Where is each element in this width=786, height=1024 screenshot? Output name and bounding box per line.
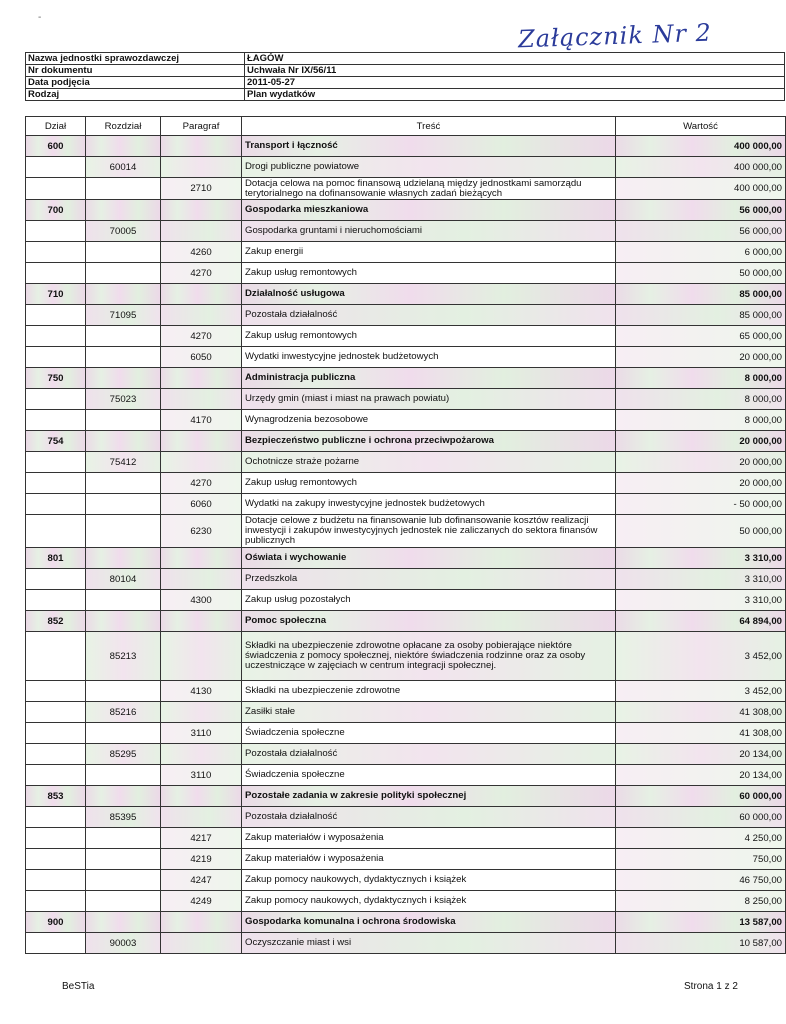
cell-rozdzial [86, 200, 161, 221]
cell-wartosc: 20 000,00 [616, 347, 786, 368]
cell-paragraf [161, 632, 242, 681]
cell-tresc: Pozostała działalność [242, 305, 616, 326]
cell-tresc: Zakup materiałów i wyposażenia [242, 828, 616, 849]
cell-rozdzial: 85295 [86, 744, 161, 765]
cell-dzial [26, 590, 86, 611]
cell-wartosc: 85 000,00 [616, 284, 786, 305]
cell-wartosc: 20 000,00 [616, 473, 786, 494]
cell-tresc: Gospodarka gruntami i nieruchomościami [242, 221, 616, 242]
chapter-row [26, 632, 786, 681]
paragraph-row [26, 473, 786, 494]
cell-rozdzial: 70005 [86, 221, 161, 242]
cell-rozdzial [86, 590, 161, 611]
cell-dzial [26, 494, 86, 515]
metadata-value: ŁAGÓW [245, 53, 785, 65]
section-row [26, 136, 786, 157]
paragraph-row [26, 891, 786, 912]
chapter-row [26, 221, 786, 242]
cell-paragraf: 4249 [161, 891, 242, 912]
cell-paragraf: 3110 [161, 723, 242, 744]
paragraph-row [26, 515, 786, 548]
cell-dzial [26, 473, 86, 494]
cell-tresc: Bezpieczeństwo publiczne i ochrona przeciwpożarowa [242, 431, 616, 452]
metadata-value: 2011-05-27 [245, 77, 785, 89]
cell-paragraf: 4219 [161, 849, 242, 870]
paragraph-row [26, 681, 786, 702]
cell-paragraf [161, 284, 242, 305]
cell-tresc: Zakup usług remontowych [242, 263, 616, 284]
cell-wartosc: 3 452,00 [616, 681, 786, 702]
cell-tresc: Składki na ubezpieczenie zdrowotne opłacane za osoby pobierające niektóre świadczenia z pomocy społecznej, niektóre świadczenia rodzinne oraz za osoby uczestniczące w zajęciach w centrum integracji społecznej. [242, 632, 616, 681]
metadata-row [26, 89, 785, 101]
cell-dzial [26, 326, 86, 347]
cell-tresc: Zakup usług remontowych [242, 473, 616, 494]
cell-tresc: Zakup usług remontowych [242, 326, 616, 347]
cell-rozdzial: 60014 [86, 157, 161, 178]
cell-tresc: Świadczenia społeczne [242, 723, 616, 744]
cell-tresc: Zakup materiałów i wyposażenia [242, 849, 616, 870]
cell-tresc: Świadczenia społeczne [242, 765, 616, 786]
cell-paragraf [161, 305, 242, 326]
header-rozdzial: Rozdział [86, 117, 161, 136]
cell-wartosc: 56 000,00 [616, 221, 786, 242]
cell-wartosc: 20 134,00 [616, 765, 786, 786]
paragraph-row [26, 828, 786, 849]
cell-tresc: Zakup pomocy naukowych, dydaktycznych i książek [242, 870, 616, 891]
cell-wartosc: 41 308,00 [616, 723, 786, 744]
cell-paragraf [161, 136, 242, 157]
chapter-row [26, 933, 786, 954]
cell-paragraf: 4300 [161, 590, 242, 611]
paragraph-row [26, 494, 786, 515]
cell-rozdzial [86, 786, 161, 807]
section-row [26, 548, 786, 569]
cell-tresc: Wydatki inwestycyjne jednostek budżetowych [242, 347, 616, 368]
cell-tresc: Pozostała działalność [242, 744, 616, 765]
cell-wartosc: 65 000,00 [616, 326, 786, 347]
cell-dzial [26, 807, 86, 828]
cell-dzial [26, 305, 86, 326]
cell-tresc: Urzędy gmin (miast i miast na prawach powiatu) [242, 389, 616, 410]
cell-wartosc: 8 000,00 [616, 368, 786, 389]
document-metadata-table [25, 52, 785, 101]
paragraph-row [26, 849, 786, 870]
metadata-label: Data podjęcia [26, 77, 245, 89]
chapter-row [26, 569, 786, 590]
cell-tresc: Pomoc społeczna [242, 611, 616, 632]
cell-dzial [26, 681, 86, 702]
cell-tresc: Pozostała działalność [242, 807, 616, 828]
cell-dzial [26, 263, 86, 284]
cell-rozdzial [86, 723, 161, 744]
cell-dzial: 900 [26, 912, 86, 933]
cell-rozdzial [86, 473, 161, 494]
section-row [26, 786, 786, 807]
paragraph-row [26, 242, 786, 263]
metadata-label: Nr dokumentu [26, 65, 245, 77]
chapter-row [26, 305, 786, 326]
metadata-label: Nazwa jednostki sprawozdawczej [26, 53, 245, 65]
cell-wartosc: 60 000,00 [616, 807, 786, 828]
cell-paragraf: 4247 [161, 870, 242, 891]
paragraph-row [26, 410, 786, 431]
paragraph-row [26, 263, 786, 284]
cell-paragraf [161, 200, 242, 221]
cell-dzial [26, 891, 86, 912]
cell-wartosc: 750,00 [616, 849, 786, 870]
cell-rozdzial: 75412 [86, 452, 161, 473]
cell-paragraf [161, 744, 242, 765]
cell-tresc: Ochotnicze straże pożarne [242, 452, 616, 473]
paragraph-row [26, 590, 786, 611]
chapter-row [26, 807, 786, 828]
cell-wartosc: - 50 000,00 [616, 494, 786, 515]
cell-tresc: Wynagrodzenia bezosobowe [242, 410, 616, 431]
cell-rozdzial [86, 136, 161, 157]
cell-paragraf: 4270 [161, 326, 242, 347]
cell-paragraf: 6230 [161, 515, 242, 548]
cell-rozdzial [86, 284, 161, 305]
cell-rozdzial [86, 263, 161, 284]
cell-wartosc: 10 587,00 [616, 933, 786, 954]
paragraph-row [26, 326, 786, 347]
corner-mark: - [38, 12, 42, 23]
cell-paragraf [161, 569, 242, 590]
paragraph-row [26, 870, 786, 891]
cell-rozdzial: 80104 [86, 569, 161, 590]
cell-wartosc: 20 000,00 [616, 431, 786, 452]
header-paragraf: Paragraf [161, 117, 242, 136]
cell-paragraf [161, 452, 242, 473]
cell-tresc: Dotacje celowe z budżetu na finansowanie lub dofinansowanie kosztów realizacji inwestycji i zakupów inwestycyjnych jednostek nie zaliczanych do sektora finansów publicznych [242, 515, 616, 548]
cell-dzial [26, 765, 86, 786]
cell-dzial [26, 452, 86, 473]
cell-paragraf: 6050 [161, 347, 242, 368]
metadata-value: Plan wydatków [245, 89, 785, 101]
cell-rozdzial [86, 494, 161, 515]
cell-dzial [26, 744, 86, 765]
cell-dzial [26, 870, 86, 891]
section-row [26, 912, 786, 933]
cell-dzial [26, 242, 86, 263]
cell-rozdzial [86, 347, 161, 368]
paragraph-row [26, 347, 786, 368]
cell-tresc: Zasiłki stałe [242, 702, 616, 723]
header-wartosc: Wartość [616, 117, 786, 136]
cell-paragraf [161, 702, 242, 723]
cell-tresc: Wydatki na zakupy inwestycyjne jednostek budżetowych [242, 494, 616, 515]
section-row [26, 284, 786, 305]
cell-wartosc: 3 310,00 [616, 569, 786, 590]
cell-rozdzial [86, 849, 161, 870]
paragraph-row [26, 765, 786, 786]
cell-rozdzial [86, 515, 161, 548]
cell-rozdzial [86, 765, 161, 786]
cell-wartosc: 64 894,00 [616, 611, 786, 632]
cell-paragraf [161, 807, 242, 828]
paragraph-row [26, 723, 786, 744]
handwritten-annotation: Załącznik Nr 2 [517, 18, 713, 54]
footer-software-name: BeSTia [62, 981, 95, 992]
cell-rozdzial: 90003 [86, 933, 161, 954]
cell-tresc: Gospodarka mieszkaniowa [242, 200, 616, 221]
section-row [26, 431, 786, 452]
metadata-label: Rodzaj [26, 89, 245, 101]
chapter-row [26, 157, 786, 178]
cell-rozdzial [86, 368, 161, 389]
cell-dzial [26, 828, 86, 849]
cell-dzial [26, 157, 86, 178]
cell-paragraf [161, 221, 242, 242]
cell-dzial [26, 410, 86, 431]
cell-rozdzial: 71095 [86, 305, 161, 326]
cell-wartosc: 8 000,00 [616, 410, 786, 431]
cell-wartosc: 46 750,00 [616, 870, 786, 891]
cell-tresc: Zakup pomocy naukowych, dydaktycznych i książek [242, 891, 616, 912]
header-dzial: Dział [26, 117, 86, 136]
section-row [26, 611, 786, 632]
cell-paragraf: 3110 [161, 765, 242, 786]
cell-wartosc: 13 587,00 [616, 912, 786, 933]
cell-tresc: Oświata i wychowanie [242, 548, 616, 569]
cell-tresc: Pozostałe zadania w zakresie polityki społecznej [242, 786, 616, 807]
cell-dzial: 852 [26, 611, 86, 632]
cell-dzial [26, 178, 86, 200]
cell-rozdzial: 75023 [86, 389, 161, 410]
cell-tresc: Drogi publiczne powiatowe [242, 157, 616, 178]
cell-wartosc: 6 000,00 [616, 242, 786, 263]
cell-rozdzial [86, 410, 161, 431]
cell-dzial: 750 [26, 368, 86, 389]
cell-dzial: 801 [26, 548, 86, 569]
cell-wartosc: 400 000,00 [616, 178, 786, 200]
cell-paragraf [161, 786, 242, 807]
metadata-row [26, 53, 785, 65]
cell-paragraf [161, 611, 242, 632]
cell-wartosc: 3 310,00 [616, 590, 786, 611]
cell-wartosc: 3 310,00 [616, 548, 786, 569]
cell-rozdzial [86, 912, 161, 933]
chapter-row [26, 702, 786, 723]
cell-rozdzial [86, 548, 161, 569]
chapter-row [26, 389, 786, 410]
cell-dzial [26, 347, 86, 368]
cell-tresc: Gospodarka komunalna i ochrona środowiska [242, 912, 616, 933]
chapter-row [26, 744, 786, 765]
cell-wartosc: 20 000,00 [616, 452, 786, 473]
cell-dzial [26, 702, 86, 723]
cell-wartosc: 400 000,00 [616, 136, 786, 157]
header-tresc: Treść [242, 117, 616, 136]
cell-dzial: 600 [26, 136, 86, 157]
cell-rozdzial [86, 611, 161, 632]
chapter-row [26, 452, 786, 473]
cell-paragraf [161, 368, 242, 389]
cell-rozdzial [86, 242, 161, 263]
cell-tresc: Administracja publiczna [242, 368, 616, 389]
cell-dzial: 710 [26, 284, 86, 305]
cell-wartosc: 50 000,00 [616, 263, 786, 284]
cell-paragraf: 6060 [161, 494, 242, 515]
cell-dzial: 700 [26, 200, 86, 221]
cell-wartosc: 60 000,00 [616, 786, 786, 807]
cell-wartosc: 41 308,00 [616, 702, 786, 723]
cell-dzial [26, 849, 86, 870]
cell-paragraf [161, 912, 242, 933]
paragraph-row [26, 178, 786, 200]
cell-paragraf [161, 431, 242, 452]
expense-plan-table [25, 116, 786, 954]
cell-tresc: Przedszkola [242, 569, 616, 590]
table-header-row [26, 117, 786, 136]
cell-paragraf: 4260 [161, 242, 242, 263]
cell-wartosc: 3 452,00 [616, 632, 786, 681]
cell-paragraf [161, 933, 242, 954]
cell-rozdzial [86, 326, 161, 347]
metadata-value: Uchwała Nr IX/56/11 [245, 65, 785, 77]
cell-paragraf: 4217 [161, 828, 242, 849]
metadata-row [26, 77, 785, 89]
cell-paragraf: 4170 [161, 410, 242, 431]
cell-wartosc: 85 000,00 [616, 305, 786, 326]
section-row [26, 368, 786, 389]
cell-rozdzial: 85213 [86, 632, 161, 681]
cell-dzial [26, 632, 86, 681]
cell-paragraf: 4130 [161, 681, 242, 702]
cell-paragraf [161, 157, 242, 178]
cell-wartosc: 4 250,00 [616, 828, 786, 849]
cell-wartosc: 20 134,00 [616, 744, 786, 765]
cell-dzial [26, 221, 86, 242]
cell-paragraf [161, 389, 242, 410]
cell-tresc: Składki na ubezpieczenie zdrowotne [242, 681, 616, 702]
section-row [26, 200, 786, 221]
cell-tresc: Transport i łączność [242, 136, 616, 157]
cell-paragraf: 4270 [161, 473, 242, 494]
cell-rozdzial [86, 828, 161, 849]
cell-wartosc: 400 000,00 [616, 157, 786, 178]
cell-tresc: Dotacja celowa na pomoc finansową udzielaną między jednostkami samorządu terytorialnego na dofinansowanie własnych zadań bieżących [242, 178, 616, 200]
cell-tresc: Zakup energii [242, 242, 616, 263]
cell-tresc: Działalność usługowa [242, 284, 616, 305]
cell-rozdzial: 85395 [86, 807, 161, 828]
cell-dzial [26, 389, 86, 410]
cell-rozdzial [86, 178, 161, 200]
cell-rozdzial [86, 431, 161, 452]
cell-paragraf: 4270 [161, 263, 242, 284]
cell-dzial [26, 723, 86, 744]
cell-dzial [26, 569, 86, 590]
cell-wartosc: 50 000,00 [616, 515, 786, 548]
cell-rozdzial [86, 681, 161, 702]
footer-page-number: Strona 1 z 2 [684, 981, 738, 992]
metadata-row [26, 65, 785, 77]
cell-wartosc: 56 000,00 [616, 200, 786, 221]
cell-dzial: 754 [26, 431, 86, 452]
cell-paragraf [161, 548, 242, 569]
cell-dzial [26, 933, 86, 954]
cell-rozdzial [86, 891, 161, 912]
cell-tresc: Zakup usług pozostałych [242, 590, 616, 611]
cell-wartosc: 8 000,00 [616, 389, 786, 410]
cell-dzial [26, 515, 86, 548]
cell-wartosc: 8 250,00 [616, 891, 786, 912]
cell-paragraf: 2710 [161, 178, 242, 200]
cell-dzial: 853 [26, 786, 86, 807]
cell-tresc: Oczyszczanie miast i wsi [242, 933, 616, 954]
cell-rozdzial [86, 870, 161, 891]
cell-rozdzial: 85216 [86, 702, 161, 723]
